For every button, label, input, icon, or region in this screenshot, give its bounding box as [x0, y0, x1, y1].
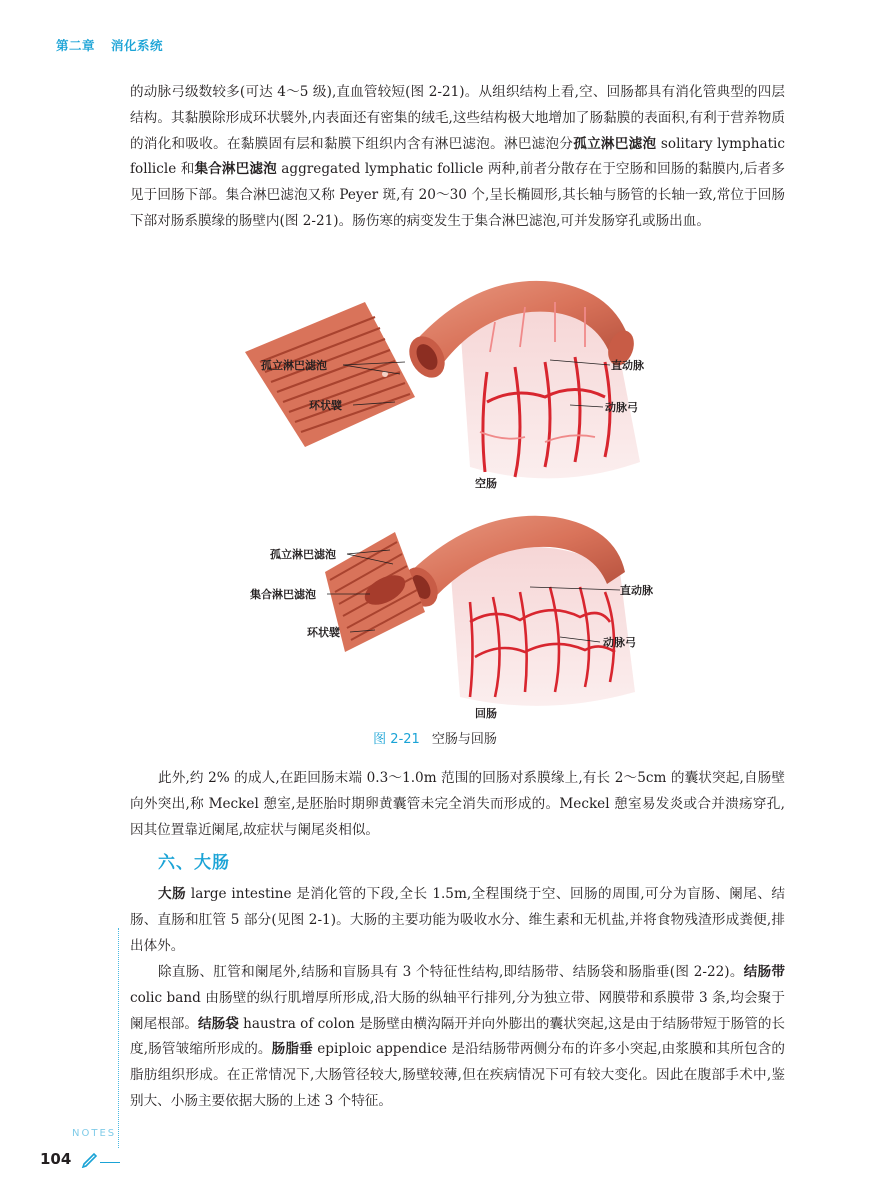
paragraph-large-intestine-features — [130, 960, 785, 1115]
jejunum-label-plica: 环状襞 — [309, 399, 342, 412]
text-run: solitary lymphatic follicle 和 — [130, 135, 786, 178]
ileum-label-vasa-recta: 直动脉 — [620, 584, 653, 597]
chapter-label: 第二章 — [56, 38, 96, 53]
page-number: 104 — [40, 1150, 72, 1168]
text-run: haustra of colon 是肠壁由横沟隔开并向外膨出的囊状突起,这是由于结肠带短于肠管的长度,肠管皱缩所形成的。 — [130, 1015, 786, 1058]
term-bold: 结肠袋 — [198, 1015, 239, 1032]
ileum-label-peyer: 集合淋巴滤泡 — [250, 588, 316, 601]
ileum-label-arcade: 动脉弓 — [603, 636, 636, 649]
notes-label: NOTES — [72, 1128, 117, 1139]
term-bold: 大肠 — [158, 886, 187, 902]
jejunum-drawing — [245, 281, 645, 490]
running-header — [56, 36, 163, 54]
text-run: colic band 由肠壁的纵行肌增厚所形成,沿大肠的纵轴平行排列,分为独立带、网膜带和系膜带 3 条,均会聚于阑尾根部。 — [130, 989, 785, 1032]
term-bold: 肠脂垂 — [271, 1041, 313, 1058]
jejunum-label-arcade: 动脉弓 — [605, 401, 638, 414]
ileum-title: 回肠 — [475, 707, 497, 720]
footer-rule — [100, 1162, 120, 1163]
figure-caption — [0, 728, 870, 747]
term-bold: 集合淋巴滤泡 — [194, 161, 277, 178]
notes-margin-rule — [118, 928, 119, 1148]
text-run: 的动脉弓级数较多(可达 4～5 级),直血管较短(图 2-21)。从组织结构上看,空、回肠都具有消化管典型的四层结构。其黏膜除形成环状襞外,内表面还有密集的绒毛,这些结构极大地增加了肠黏膜的表面积,有利于营养物质的消化和吸收。在黏膜固有层和黏膜下组织内含有淋巴滤泡。淋巴滤泡分 — [130, 84, 785, 152]
ileum-label-solitary: 孤立淋巴滤泡 — [270, 548, 336, 561]
chapter-name: 消化系统 — [111, 38, 164, 53]
section-heading: 六、大肠 — [158, 853, 230, 873]
jejunum-label-solitary: 孤立淋巴滤泡 — [261, 359, 327, 372]
ileum-label-plica: 环状襞 — [307, 626, 340, 639]
paragraph-meckel — [130, 766, 785, 843]
text-run: large intestine 是消化管的下段,全长 1.5m,全程围绕于空、回肠的周围,可分为盲肠、阑尾、结肠、直肠和肛管 5 部分(见图 2-1)。大肠的主要功能为吸收水分、维生素和无机盐,并将食物残渣形成粪便,排出体外。 — [130, 886, 786, 954]
jejunum-opened-segment — [245, 302, 415, 447]
ileum-drawing — [250, 516, 654, 720]
paragraph-small-intestine — [130, 80, 785, 235]
figure-illustration — [225, 262, 665, 722]
text-run: aggregated lymphatic follicle 两种,前者分散存在于空肠和回肠的黏膜内,后者多见于回肠下部。集合淋巴滤泡又称 Peyer 斑,有 20～30 个,呈长椭圆形,其长轴与肠管的长轴一致,常位于回肠下部对肠系膜缘的肠壁内(图 2-21)。肠伤寒的病变发生于集合淋巴滤泡,可并发肠穿孔或肠出血。 — [130, 161, 785, 229]
figure-number: 图 2-21 — [373, 732, 420, 747]
text-run: 除直肠、肛管和阑尾外,结肠和盲肠具有 3 个特征性结构,即结肠带、结肠袋和肠脂垂(图 2-22)。 — [158, 964, 744, 980]
text-run: 此外,约 2% 的成人,在距回肠末端 0.3～1.0m 范围的回肠对系膜缘上,有长 2～5cm 的囊状突起,自肠壁向外突出,称 Meckel 憩室,是胚胎时期卵黄囊管未完全消失而形成的。Meckel 憩室易发炎或合并溃疡穿孔,因其位置靠近阑尾,故症状与阑尾炎相似。 — [130, 770, 785, 838]
term-bold: 结肠带 — [743, 964, 785, 980]
figure-jejunum-ileum — [225, 262, 665, 722]
paragraph-large-intestine-intro — [130, 882, 785, 959]
jejunum-title: 空肠 — [475, 477, 497, 490]
figure-caption-text: 空肠与回肠 — [431, 732, 497, 747]
pencil-icon — [80, 1148, 100, 1168]
text-run: epiploic appendice 是沿结肠带两侧分布的许多小突起,由浆膜和其所包含的脂肪组织形成。在正常情况下,大肠管径较大,肠壁较薄,但在疾病情况下可有较大变化。因此在腹部手术中,鉴别大、小肠主要依据大肠的上述 3 个特征。 — [130, 1041, 785, 1109]
term-bold: 孤立淋巴滤泡 — [573, 135, 657, 152]
jejunum-label-vasa-recta: 直动脉 — [611, 359, 644, 372]
